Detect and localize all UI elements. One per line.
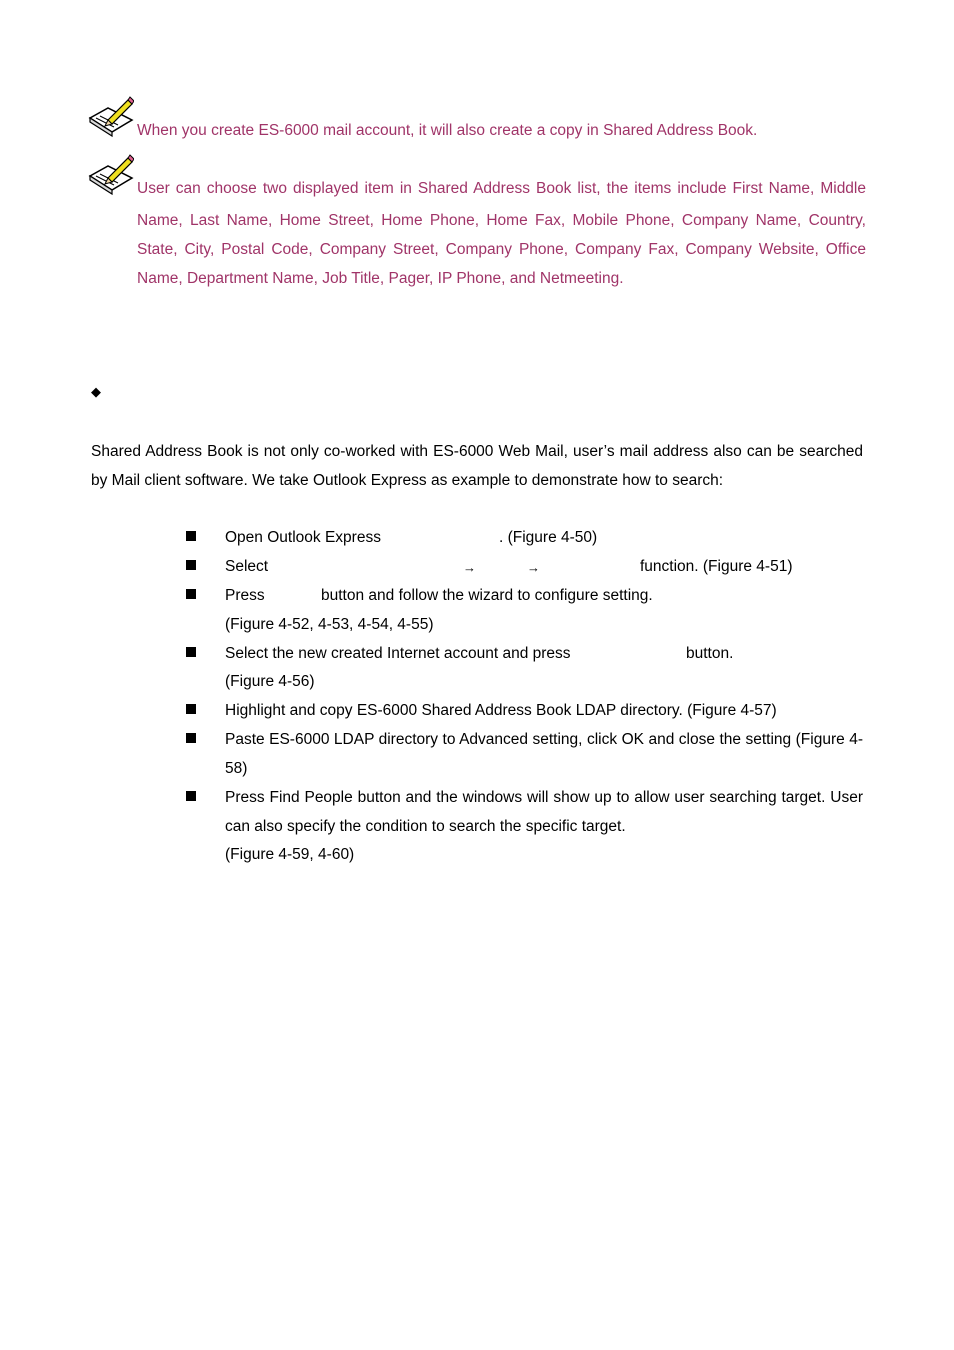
- step-text: Open Outlook Express: [225, 529, 381, 546]
- step-text: button and follow the wizard to configure setting.: [321, 587, 653, 604]
- step-text: (Figure 4-56): [225, 673, 315, 690]
- step-text: (Figure 4-52, 4-53, 4-54, 4-55): [225, 616, 434, 633]
- step-text: button.: [686, 645, 734, 662]
- step-text-figure: (Figure 4-59, 4-60): [225, 846, 355, 863]
- step-text: . (Figure 4-50): [499, 529, 598, 546]
- intro-paragraph: Shared Address Book is not only co-worked with ES-6000 Web Mail, user’s mail address also can be searched by Mail client software. We take Outlook Express as example to demonstrate how to search:: [91, 443, 863, 489]
- step-text: Select: [225, 558, 269, 575]
- square-bullet-icon: [186, 560, 196, 570]
- step-text: function. (Figure 4-51): [640, 558, 793, 575]
- step-text: Paste ES-6000 LDAP directory to Advanced setting, click OK and close the setting (Figure 4-58): [225, 731, 863, 777]
- step-text-main: Press Find People button and the windows will show up to allow user searching target. User can also specify the condition to search the specific target.: [225, 789, 863, 835]
- step-text: Press: [225, 587, 265, 604]
- square-bullet-icon: [186, 733, 196, 743]
- square-bullet-icon: [186, 791, 196, 801]
- note-text: When you create ES-6000 mail account, it will also create a copy in Shared Address Book.: [137, 122, 758, 139]
- note-block: [88, 96, 868, 148]
- note-pencil-icon: [88, 96, 134, 138]
- square-bullet-icon: [186, 589, 196, 599]
- list-item: [186, 783, 863, 873]
- square-bullet-icon: [186, 531, 196, 541]
- list-item: [186, 725, 863, 785]
- note-pencil-icon: [88, 154, 134, 196]
- step-text: Highlight and copy ES-6000 Shared Address Book LDAP directory. (Figure 4-57): [225, 702, 777, 719]
- arrow-right-icon: →: [463, 560, 476, 575]
- note-text-rest: Name, Last Name, Home Street, Home Phone, Home Fax, Mobile Phone, Company Name, Country, State, City, Postal Code, Company Street, Company Phone, Company Fax, Company Website, Office Name, Department Name, Job Title, Pager, IP Phone, and Netmeeting.: [137, 212, 866, 287]
- note-text-line: User can choose two displayed item in Shared Address Book list, the items include First Name, Middle: [137, 180, 866, 197]
- square-bullet-icon: [186, 647, 196, 657]
- arrow-right-icon: →: [527, 560, 540, 575]
- step-text: Select the new created Internet account and press: [225, 645, 571, 662]
- square-bullet-icon: [186, 704, 196, 714]
- note-block: [88, 154, 868, 304]
- diamond-bullet-icon: ◆: [91, 384, 101, 399]
- note-text: [137, 174, 866, 293]
- step-text: [225, 783, 863, 869]
